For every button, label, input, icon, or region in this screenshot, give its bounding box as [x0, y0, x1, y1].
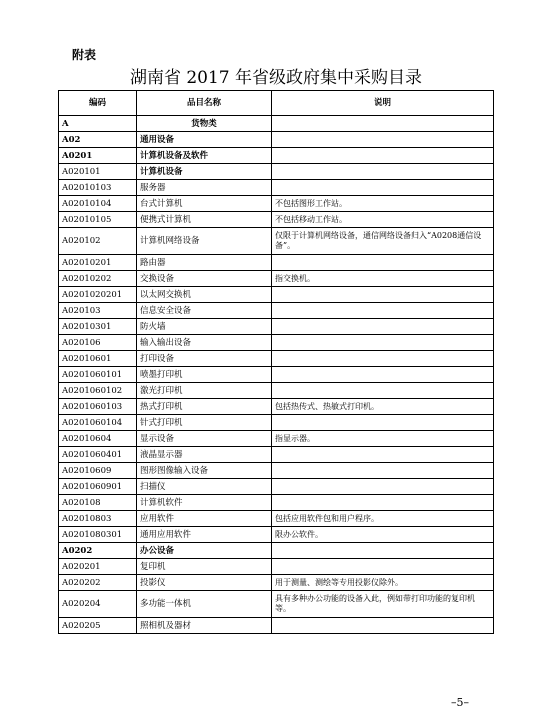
- table-row: [59, 543, 494, 559]
- cell-description: 具有多种办公功能的设备入此，例如带打印功能的复印机等。: [272, 591, 494, 618]
- cell-code: A02010104: [59, 196, 137, 212]
- cell-code: A02010201: [59, 255, 137, 271]
- cell-description: [272, 180, 494, 196]
- table-row: [59, 164, 494, 180]
- cell-description: 包括应用软件包和用户程序。: [272, 511, 494, 527]
- cell-code: A020202: [59, 575, 137, 591]
- cell-item-name: 计算机设备及软件: [137, 148, 272, 164]
- cell-code: A0201060103: [59, 399, 137, 415]
- cell-code: A0201060901: [59, 479, 137, 495]
- table-row: [59, 196, 494, 212]
- cell-description: [272, 287, 494, 303]
- table-row: [59, 351, 494, 367]
- cell-description: [272, 618, 494, 634]
- cell-item-name: 照相机及器材: [137, 618, 272, 634]
- cell-item-name: 多功能一体机: [137, 591, 272, 618]
- cell-description: [272, 479, 494, 495]
- cell-code: A020106: [59, 335, 137, 351]
- cell-description: [272, 335, 494, 351]
- cell-item-name: 信息安全设备: [137, 303, 272, 319]
- cell-description: [272, 303, 494, 319]
- cell-description: 不包括移动工作站。: [272, 212, 494, 228]
- table-row: [59, 228, 494, 255]
- cell-code: A02: [59, 132, 137, 148]
- cell-item-name: 交换设备: [137, 271, 272, 287]
- table-row: [59, 367, 494, 383]
- cell-description: 不包括图形工作站。: [272, 196, 494, 212]
- cell-code: A0201020201: [59, 287, 137, 303]
- cell-item-name: 激光打印机: [137, 383, 272, 399]
- cell-item-name: 台式计算机: [137, 196, 272, 212]
- cell-code: A02010604: [59, 431, 137, 447]
- page-number: –5–: [451, 696, 469, 709]
- table-row: [59, 116, 494, 132]
- cell-item-name: 计算机软件: [137, 495, 272, 511]
- cell-item-name: 办公设备: [137, 543, 272, 559]
- cell-code: A020101: [59, 164, 137, 180]
- table-row: [59, 212, 494, 228]
- table-row: [59, 511, 494, 527]
- cell-item-name: 以太网交换机: [137, 287, 272, 303]
- cell-description: [272, 447, 494, 463]
- cell-item-name: 应用软件: [137, 511, 272, 527]
- table-row: [59, 431, 494, 447]
- table-row: [59, 180, 494, 196]
- appendix-label: 附表: [72, 48, 97, 62]
- cell-description: [272, 415, 494, 431]
- header-code: 编码: [59, 91, 137, 116]
- cell-description: [272, 543, 494, 559]
- cell-item-name: 路由器: [137, 255, 272, 271]
- cell-code: A: [59, 116, 137, 132]
- cell-item-name: 显示设备: [137, 431, 272, 447]
- cell-item-name: 计算机网络设备: [137, 228, 272, 255]
- cell-item-name: 投影仪: [137, 575, 272, 591]
- cell-code: A020102: [59, 228, 137, 255]
- cell-code: A02010301: [59, 319, 137, 335]
- cell-code: A02010601: [59, 351, 137, 367]
- cell-item-name: 输入输出设备: [137, 335, 272, 351]
- table-row: [59, 618, 494, 634]
- cell-item-name: 热式打印机: [137, 399, 272, 415]
- cell-code: A02010103: [59, 180, 137, 196]
- table-header-row: [59, 91, 494, 116]
- cell-description: [272, 132, 494, 148]
- cell-description: 指交换机。: [272, 271, 494, 287]
- cell-description: 用于测量、测绘等专用投影仪除外。: [272, 575, 494, 591]
- table-row: [59, 527, 494, 543]
- cell-code: A02010105: [59, 212, 137, 228]
- cell-item-name: 喷墨打印机: [137, 367, 272, 383]
- cell-description: [272, 148, 494, 164]
- table-row: [59, 271, 494, 287]
- table-row: [59, 559, 494, 575]
- cell-code: A020205: [59, 618, 137, 634]
- cell-item-name: 打印设备: [137, 351, 272, 367]
- table-row: [59, 591, 494, 618]
- cell-code: A0202: [59, 543, 137, 559]
- cell-code: A02010202: [59, 271, 137, 287]
- cell-item-name: 计算机设备: [137, 164, 272, 180]
- cell-description: [272, 383, 494, 399]
- table-row: [59, 335, 494, 351]
- cell-item-name: 防火墙: [137, 319, 272, 335]
- cell-item-name: 通用设备: [137, 132, 272, 148]
- cell-code: A0201080301: [59, 527, 137, 543]
- cell-code: A02010609: [59, 463, 137, 479]
- cell-code: A0201: [59, 148, 137, 164]
- cell-item-name: 复印机: [137, 559, 272, 575]
- cell-description: [272, 255, 494, 271]
- procurement-catalog-table: [58, 90, 494, 634]
- cell-description: [272, 351, 494, 367]
- table-row: [59, 447, 494, 463]
- header-description: 说明: [272, 91, 494, 116]
- cell-code: A0201060101: [59, 367, 137, 383]
- cell-item-name: 图形图像输入设备: [137, 463, 272, 479]
- cell-item-name: 针式打印机: [137, 415, 272, 431]
- cell-code: A02010803: [59, 511, 137, 527]
- table-row: [59, 319, 494, 335]
- cell-description: 限办公软件。: [272, 527, 494, 543]
- table-row: [59, 303, 494, 319]
- table-row: [59, 255, 494, 271]
- table-row: [59, 575, 494, 591]
- cell-description: [272, 319, 494, 335]
- cell-item-name: 液晶显示器: [137, 447, 272, 463]
- table-row: [59, 495, 494, 511]
- table-row: [59, 463, 494, 479]
- cell-code: A020201: [59, 559, 137, 575]
- cell-code: A020204: [59, 591, 137, 618]
- cell-code: A020103: [59, 303, 137, 319]
- table-row: [59, 415, 494, 431]
- cell-code: A020108: [59, 495, 137, 511]
- table-row: [59, 383, 494, 399]
- table-row: [59, 148, 494, 164]
- table-row: [59, 132, 494, 148]
- table-row: [59, 287, 494, 303]
- cell-item-name: 服务器: [137, 180, 272, 196]
- cell-description: [272, 559, 494, 575]
- cell-description: [272, 495, 494, 511]
- cell-description: 包括热传式、热敏式打印机。: [272, 399, 494, 415]
- cell-code: A0201060104: [59, 415, 137, 431]
- cell-code: A0201060401: [59, 447, 137, 463]
- cell-description: 指显示器。: [272, 431, 494, 447]
- table-row: [59, 479, 494, 495]
- cell-code: A0201060102: [59, 383, 137, 399]
- cell-item-name: 便携式计算机: [137, 212, 272, 228]
- cell-description: [272, 463, 494, 479]
- table-body: [59, 116, 494, 634]
- page-title: 湖南省 2017 年省级政府集中采购目录: [129, 68, 423, 88]
- cell-item-name: 扫描仪: [137, 479, 272, 495]
- table-row: [59, 399, 494, 415]
- cell-description: [272, 116, 494, 132]
- cell-item-name: 货物类: [137, 116, 272, 132]
- cell-item-name: 通用应用软件: [137, 527, 272, 543]
- cell-description: [272, 367, 494, 383]
- cell-description: [272, 164, 494, 180]
- header-item-name: 品目名称: [137, 91, 272, 116]
- cell-description: 仅限于计算机网络设备，通信网络设备归入“A0208通信设备”。: [272, 228, 494, 255]
